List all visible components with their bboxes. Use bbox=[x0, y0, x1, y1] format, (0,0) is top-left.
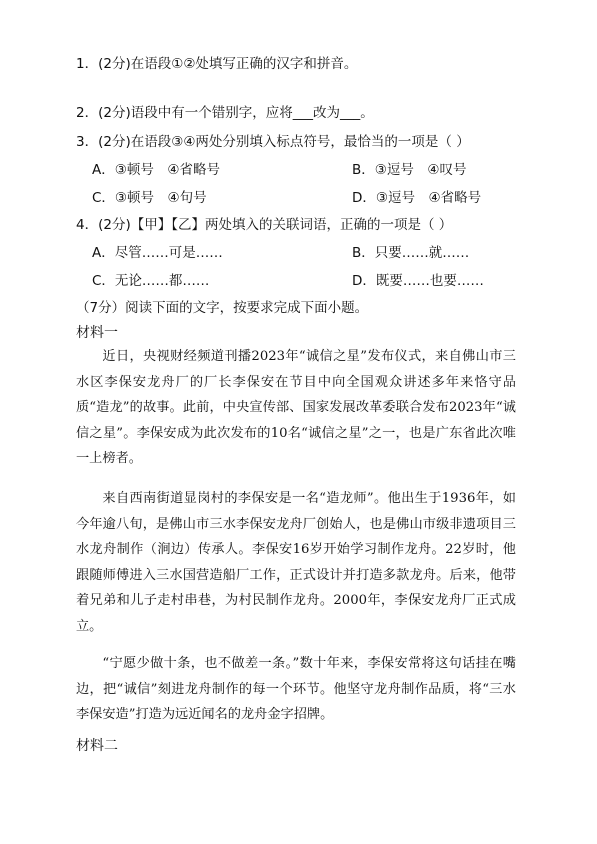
option-b: B．③逗号 ④叹号 bbox=[352, 162, 467, 178]
option-c: C．无论……都…… bbox=[92, 273, 210, 289]
material-1-paragraph-1: 近日，央视财经频道刊播2023年“诚信之星”发布仪式，来自佛山市三水区李保安龙舟厂的厂长李保安在节目中向全国观众讲述多年来恪守品质“造龙”的故事。此前，中央宣传部、国家发展改革委联合发布2023年“诚信之星”。李保安成为此次发布的10名“诚信之星”之一，也是广东省此次唯一上榜者。 bbox=[76, 349, 516, 467]
option-a: A．尽管……可是…… bbox=[92, 245, 223, 261]
material-1-paragraph-2: 来自西南街道显岗村的李保安是一名“造龙师”。他出生于1936年，如今年逾八旬，是佛山市三水李保安龙舟厂创始人，也是佛山市级非遗项目三水龙舟制作（涧边）传承人。李保安16岁开始学习制作龙舟。22岁时，他跟随师傅进入三水国营造船厂工作，正式设计并打造多款龙舟。后来，他带着兄弟和儿子走村串巷，为村民制作龙舟。2000年，李保安龙舟厂正式成立。 bbox=[76, 491, 516, 634]
question-4: 4．(2分)【甲】【乙】两处填入的关联词语，正确的一项是（ ） bbox=[76, 217, 453, 233]
material-1-title: 材料一 bbox=[76, 325, 118, 341]
material-2-title: 材料二 bbox=[76, 738, 118, 754]
option-a: A．③顿号 ④省略号 bbox=[92, 162, 220, 178]
reading-instruction: （7分）阅读下面的文字，按要求完成下面小题。 bbox=[76, 300, 369, 316]
question-2: 2．(2分)语段中有一个错别字，应将___改为___。 bbox=[76, 105, 374, 121]
option-c: C．③顿号 ④句号 bbox=[92, 190, 207, 206]
question-1: 1．(2分)在语段①②处填写正确的汉字和拼音。 bbox=[76, 56, 358, 72]
material-1-paragraph-3: “宁愿少做十条，也不做差一条。”数十年来，李保安常将这句话挂在嘴边，把“诚信”刻进龙舟制作的每一个环节。他坚守龙舟制作品质，将“三水李保安造”打造为远近闻名的龙舟金字招牌。 bbox=[76, 656, 516, 723]
question-3: 3．(2分)在语段③④两处分别填入标点符号，最恰当的一项是（ ） bbox=[76, 134, 470, 150]
option-d: D．③逗号 ④省略号 bbox=[352, 190, 482, 206]
option-b: B．只要……就…… bbox=[352, 245, 470, 261]
option-d: D．既要……也要…… bbox=[352, 273, 484, 289]
